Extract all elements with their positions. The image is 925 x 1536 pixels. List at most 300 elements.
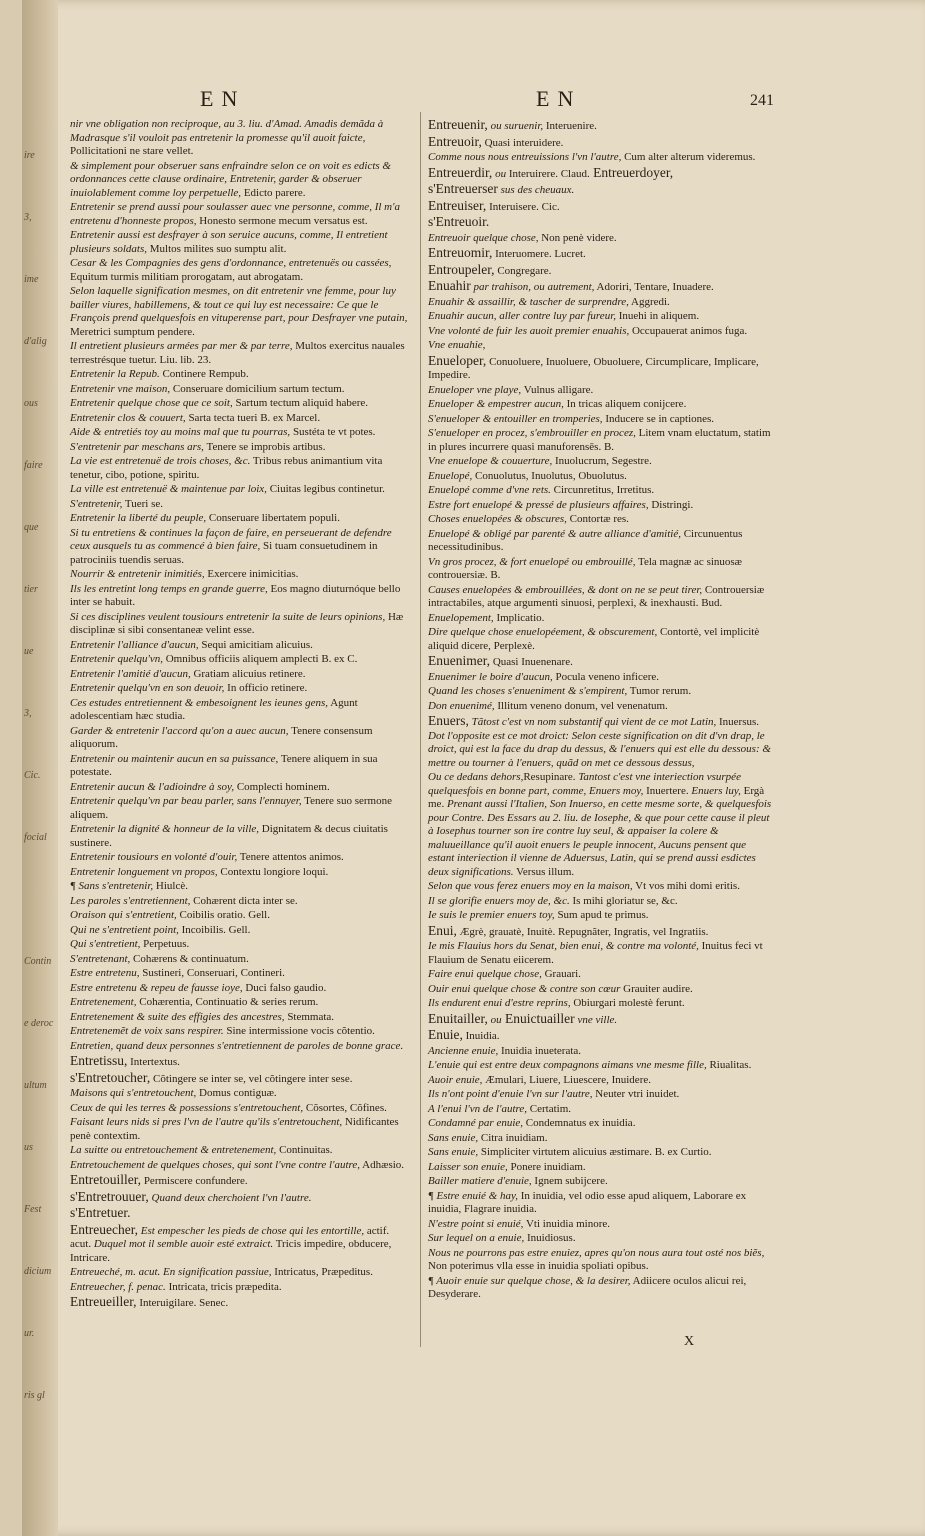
entry-french-text: Sans enuie, bbox=[428, 1146, 479, 1158]
entry-french-text: Enuelopé comme d'vne rets. bbox=[428, 484, 551, 496]
entry-french-text: Faire enui quelque chose, bbox=[428, 968, 542, 980]
entry-latin-text: Tricis impedire, obducere, Intricare. bbox=[70, 1238, 392, 1264]
entry-french-text: Vne enuelope & couuerture, bbox=[428, 455, 553, 467]
dictionary-entry bbox=[70, 996, 410, 1010]
entry-latin-text: Eos magno diuturnóque bello inter se habuit. bbox=[70, 582, 401, 608]
dictionary-entry bbox=[70, 1040, 410, 1054]
entry-headword: Entroupeler, bbox=[428, 261, 495, 277]
gutter-fragment: ous bbox=[24, 398, 38, 409]
entry-french-text: Entreueché, m. acut. En signification passiue, bbox=[70, 1266, 272, 1278]
entry-french-text: La ville est entretenuë & maintenue par loix, bbox=[70, 483, 267, 495]
dictionary-entry bbox=[70, 1190, 410, 1206]
entry-latin-text: Hiulcè. bbox=[153, 880, 188, 892]
dictionary-entry bbox=[428, 246, 772, 262]
entry-latin-text: Continuitas. bbox=[276, 1144, 333, 1156]
entry-latin-text: Ciuitas legibus continetur. bbox=[266, 483, 385, 495]
entry-french-text: Est empescher les pieds de chose qui les entortille, bbox=[138, 1224, 365, 1237]
entry-latin-text: Occupauerat animos fuga. bbox=[629, 324, 748, 337]
entry-latin-text: Inuolucrum, Segestre. bbox=[552, 455, 652, 467]
entry-latin-text: Sartum tectum aliquid habere. bbox=[232, 397, 369, 409]
entry-french-text: Entretenir ou maintenir aucun en sa puissance, bbox=[70, 752, 279, 765]
entry-french-text: A l'enui l'vn de l'autre, bbox=[428, 1102, 528, 1115]
dictionary-entry bbox=[428, 1059, 772, 1073]
entry-latin-text: Distringi. bbox=[648, 498, 694, 511]
dictionary-entry bbox=[428, 354, 772, 383]
dictionary-entry bbox=[428, 232, 772, 246]
dictionary-entry bbox=[428, 714, 772, 770]
entry-french-text: Enuahir aucun, aller contre luy par fureur, bbox=[428, 310, 616, 322]
entry-french-text: Ou ce dedans dehors, bbox=[428, 771, 524, 783]
entry-french-text: Estre entretenu & repeu de fausse ioye, bbox=[70, 981, 243, 994]
dictionary-entry bbox=[428, 1088, 772, 1102]
dictionary-entry bbox=[428, 685, 772, 699]
entry-french-text: Choses enuelopées & obscures, bbox=[428, 513, 567, 525]
entry-french-text: Les paroles s'entretiennent, bbox=[70, 894, 191, 907]
entry-latin-text: Equitum turmis militiam prorogatam, aut abrogatam. bbox=[70, 270, 304, 283]
dictionary-entry bbox=[70, 1054, 410, 1070]
entry-french-text: Enueloper & empestrer aucun, bbox=[428, 398, 564, 410]
dictionary-entry bbox=[70, 512, 410, 526]
entry-french-text: Tantost c'est vne interiection vsurpée quelquesfois en bonne part, comme, Enuers moy, bbox=[428, 771, 741, 797]
entry-latin-text: Certatim. bbox=[527, 1102, 572, 1115]
entry-latin-text: Interuigilare. Senec. bbox=[136, 1297, 229, 1309]
dictionary-entry bbox=[428, 1028, 772, 1044]
entry-french-text: par trahison, ou autrement, bbox=[470, 281, 595, 293]
dictionary-entry bbox=[70, 340, 410, 367]
entry-latin-text: Si tuam consuetudinem in patrociniis tuendis seruas. bbox=[70, 540, 378, 566]
entry-headword: Entreueiller, bbox=[70, 1294, 137, 1309]
entry-french-text: vne ville. bbox=[574, 1013, 618, 1026]
entry-french-text: Qui s'entretient, bbox=[70, 938, 141, 950]
entry-french-text: Ces estudes entretiennent & embesoignent les ieunes gens, bbox=[70, 696, 329, 709]
entry-latin-text: Tribus rebus animantium vita tenetur, cibo, potione, spiritu. bbox=[70, 455, 383, 481]
entry-french-text: Ie suis le premier enuers toy, bbox=[428, 909, 555, 921]
dictionary-entry bbox=[428, 384, 772, 398]
entry-french-text: Comme nous nous entreuissions l'vn l'autre, bbox=[428, 151, 622, 163]
entry-latin-text: Complecti hominem. bbox=[234, 780, 330, 793]
dictionary-entry bbox=[428, 1275, 772, 1302]
entry-latin-text: Tueri se. bbox=[122, 497, 164, 510]
entry-latin-text: Inuidia inueterata. bbox=[498, 1044, 582, 1057]
entry-french-text: Entretenir vne maison, bbox=[70, 382, 171, 395]
entry-french-text: Entretenir aucun & l'adioindre à soy, bbox=[70, 780, 235, 793]
entry-latin-text: Cohærent dicta inter se. bbox=[190, 894, 298, 907]
entry-headword: Entreuecher, bbox=[70, 1221, 139, 1237]
entry-french-text: Ils les entretint long temps en grande guerre, bbox=[70, 582, 268, 595]
gutter-fragment: Fest bbox=[24, 1204, 42, 1215]
entry-latin-text: Interuenire. bbox=[543, 120, 597, 132]
dictionary-entry bbox=[428, 1103, 772, 1117]
dictionary-entry bbox=[70, 1025, 410, 1039]
dictionary-entry bbox=[428, 1117, 772, 1131]
entry-french-text: & simplement pour obseruer sans enfraindre selon ce on voit es edicts & ordonnances cette clause ordinaire, Entretenir, garder & obseruer inuiolablement comme loy perpetuelle, bbox=[70, 159, 391, 199]
entry-french-text: Tãtost c'est vn nom substantif qui vient de ce mot Latin, bbox=[468, 716, 717, 728]
entry-french-text: Dire quelque chose enuelopéement, & obscurement, bbox=[428, 626, 658, 638]
entry-french-text: Entretenir tousiours en volonté d'ouir, bbox=[70, 851, 238, 863]
entry-latin-text: Tenere consensum aliquorum. bbox=[70, 724, 373, 750]
dictionary-entry bbox=[70, 441, 410, 455]
entry-french-text: Entretenir quelque chose que ce soit, bbox=[70, 397, 233, 409]
entry-french-text: S'enueloper & entouiller en tromperies, bbox=[428, 412, 603, 425]
entry-french-text: Estre fort enuelopé & pressé de plusieurs affaires, bbox=[428, 498, 649, 511]
dictionary-entry bbox=[70, 611, 410, 638]
entry-french-text: Garder & entretenir l'accord qu'on a auec aucun, bbox=[70, 724, 289, 737]
entry-french-text: Faisant leurs nids si pres l'vn de l'autre qu'ils s'entretouchent, bbox=[70, 1116, 343, 1128]
entry-french-text: Enuenimer le boire d'aucun, bbox=[428, 670, 553, 683]
dictionary-entry bbox=[428, 1146, 772, 1160]
dictionary-entry bbox=[70, 527, 410, 568]
entry-latin-text: Permiscere confundere. bbox=[141, 1175, 248, 1187]
gutter-fragment: dicium bbox=[24, 1266, 52, 1277]
entry-latin-text: Conseruare libertatem populi. bbox=[206, 512, 340, 524]
entry-french-text: Don enuenimé, bbox=[428, 699, 495, 712]
dictionary-entry bbox=[428, 880, 772, 894]
entry-latin-text: Contextu longiore loqui. bbox=[217, 865, 329, 878]
entry-latin-text: Contortè, vel implicitè aliquid dicere, Perplexè. bbox=[428, 626, 760, 652]
gutter-fragment: us bbox=[24, 1142, 33, 1153]
dictionary-entry bbox=[70, 880, 410, 894]
entry-latin-text: Inuitus feci vt Flauium de Senatu eiicerem. bbox=[428, 940, 763, 966]
entry-latin-text: Is mihi gloriatur se, &c. bbox=[569, 894, 678, 907]
dictionary-entry bbox=[428, 1012, 772, 1028]
entry-latin-text: Agunt adolescentiam hæc studia. bbox=[70, 696, 358, 722]
entry-latin-text: Congregare. bbox=[494, 264, 552, 277]
dictionary-entry bbox=[428, 413, 772, 427]
entry-latin-text: Quasi Inuenenare. bbox=[490, 656, 573, 668]
entry-french-text: Causes enuelopées & embrouillées, & dont on ne se peut tirer, bbox=[428, 583, 703, 596]
dictionary-entry bbox=[428, 997, 772, 1011]
dictionary-entry bbox=[428, 1074, 772, 1088]
entry-french-text: Prenant aussi l'Italien, Son Inuerso, en cette mesme sorte, & quelquesfois pour Contre. Des Essars au 2. liu. de Iosephe, & que pour cette cause il pleut à Iosephus tourner son ire contre luy seul, & appaiser la colere & maluueillance qu'il auoit enuers le peuple innocent, Aucuns pensent que estant interiection il vienne de Aduersus, Latin, qui se prend aussi esdictes deux significations. bbox=[428, 798, 772, 878]
entry-french-text: Il se glorifie enuers moy de, &c. bbox=[428, 894, 570, 907]
dictionary-entry bbox=[428, 1175, 772, 1189]
dictionary-entry bbox=[70, 201, 410, 228]
entry-french-text: Vne volonté de fuir les auoit premier enuahis, bbox=[428, 324, 630, 337]
entry-latin-text: Coibilis oratio. Gell. bbox=[176, 909, 270, 921]
gutter-fragment: que bbox=[24, 522, 39, 533]
dictionary-entry bbox=[70, 1102, 410, 1116]
right-column bbox=[428, 118, 772, 1303]
dictionary-entry bbox=[428, 166, 772, 182]
entry-french-text: La vie est entretenuë de trois choses, &c. bbox=[70, 455, 251, 467]
gutter-fragment: faire bbox=[24, 460, 43, 471]
dictionary-entry bbox=[428, 671, 772, 685]
dictionary-entry bbox=[428, 700, 772, 714]
dictionary-entry bbox=[70, 368, 410, 382]
entry-latin-text: Hæ disciplinæ si sibi consentaneæ velint esse. bbox=[70, 610, 404, 636]
entry-french-text: Entretenir quelqu'vn par beau parler, sans l'ennuyer, bbox=[70, 795, 302, 807]
entry-french-text: Sur lequel on a enuie, bbox=[428, 1232, 525, 1244]
entry-french-text: ¶ Estre enuié & hay, bbox=[428, 1189, 518, 1202]
entry-french-text: S'entretenant, bbox=[70, 952, 131, 965]
entry-french-text: Nous ne pourrons pas estre enuiez, apres qu'on nous aura tout osté nos biẽs, bbox=[428, 1246, 765, 1259]
entry-latin-text: Sustéta te vt potes. bbox=[290, 426, 376, 438]
left-column bbox=[70, 118, 410, 1312]
facing-page-gutter bbox=[22, 0, 58, 1536]
dictionary-entry bbox=[428, 135, 772, 151]
entry-french-text: Ils n'ont point d'enuie l'vn sur l'autre, bbox=[428, 1088, 593, 1100]
entry-french-text: Entretenir la dignité & honneur de la ville, bbox=[70, 823, 260, 835]
entry-french-text: sus des cheuaux. bbox=[497, 184, 575, 196]
dictionary-entry bbox=[70, 383, 410, 397]
entry-headword: Enuictuailler bbox=[501, 1010, 575, 1026]
entry-french-text: ou bbox=[487, 1013, 502, 1026]
dictionary-entry bbox=[70, 967, 410, 981]
dictionary-entry bbox=[70, 866, 410, 880]
dictionary-entry bbox=[70, 412, 410, 426]
entry-latin-text: Intricatus, Præpeditus. bbox=[271, 1266, 373, 1278]
entry-latin-text: Vulnus alligare. bbox=[521, 383, 594, 396]
dictionary-entry bbox=[428, 771, 772, 879]
entry-latin-text: Citra inuidiam. bbox=[478, 1131, 548, 1144]
dictionary-entry bbox=[70, 455, 410, 482]
dictionary-entry bbox=[428, 895, 772, 909]
entry-latin-text: Ægrè, grauatè, Inuitè. Repugnãter, Ingratis, vel Ingratiis. bbox=[456, 925, 709, 938]
entry-french-text: Ceux de qui les terres & possessions s'entretouchent, bbox=[70, 1101, 304, 1114]
dictionary-entry bbox=[70, 851, 410, 865]
dictionary-entry bbox=[428, 1232, 772, 1246]
entry-latin-text: Exercere inimicitias. bbox=[204, 568, 299, 580]
entry-latin-text: Interuisere. Cic. bbox=[486, 200, 560, 213]
entry-latin-text: Riualitas. bbox=[706, 1059, 752, 1071]
entry-latin-text: Contortæ res. bbox=[566, 513, 629, 525]
entry-latin-text: Cum alter alterum videremus. bbox=[621, 151, 756, 163]
entry-french-text: N'estre point si enuié, bbox=[428, 1217, 524, 1230]
entry-french-text: Quand deux cherchoient l'vn l'autre. bbox=[148, 1191, 312, 1204]
entry-french-text: Entretenir quelqu'vn en son deuoir, bbox=[70, 682, 225, 694]
entry-french-text: Entretenemẽt de voix sans respirer. bbox=[70, 1025, 224, 1037]
gutter-fragment: d'alig bbox=[24, 336, 47, 347]
entry-latin-text: Honesto sermone mecum versatus est. bbox=[196, 214, 368, 227]
entry-french-text: nir vne obligation non reciproque, au 3. liu. d'Amad. Amadis demãda à Madrasque s'il vouloit pas entretenir la promesse qu'il auoit faicte, bbox=[70, 118, 384, 144]
entry-french-text: Enueloper vne playe, bbox=[428, 383, 522, 396]
dictionary-entry bbox=[70, 1206, 410, 1222]
entry-french-text: Entretenement, bbox=[70, 996, 137, 1008]
dictionary-entry bbox=[70, 426, 410, 440]
entry-latin-text: Non penè videre. bbox=[538, 231, 617, 244]
entry-french-text: ¶ Sans s'entretenir, bbox=[70, 880, 154, 892]
entry-latin-text: Nidificantes penè contextim. bbox=[70, 1116, 399, 1142]
entry-latin-text: Resupinare. bbox=[523, 771, 576, 783]
entry-headword: Entreuenir, bbox=[428, 117, 488, 132]
entry-headword: s'Entretuer. bbox=[70, 1205, 131, 1220]
entry-french-text: Auoir enuie, bbox=[428, 1073, 483, 1086]
entry-french-text: Entreuoir quelque chose, bbox=[428, 231, 539, 244]
dictionary-entry bbox=[428, 626, 772, 653]
gutter-fragment: ur. bbox=[24, 1328, 35, 1339]
entry-latin-text: Tumor rerum. bbox=[627, 685, 692, 697]
entry-french-text: Si tu entretiens & continues la façon de faire, en perseuerant de defendre ceux ausquels tu as commencé à bien faire, bbox=[70, 526, 392, 552]
dictionary-entry bbox=[70, 781, 410, 795]
entry-latin-text: Gratiam alicuius retinere. bbox=[190, 667, 306, 680]
entry-latin-text: Continere Rempub. bbox=[159, 368, 249, 380]
entry-french-text: Entretouchement de quelques choses, qui sont l'vne contre l'autre, bbox=[70, 1158, 361, 1171]
entry-headword: Enuitailler, bbox=[428, 1010, 488, 1026]
dictionary-entry bbox=[428, 940, 772, 967]
entry-french-text: Condamné par enuie, bbox=[428, 1117, 524, 1129]
dictionary-entry bbox=[70, 1144, 410, 1158]
entry-french-text: Enuelopé, bbox=[428, 469, 473, 482]
dictionary-entry bbox=[428, 612, 772, 626]
entry-headword: Entreuerdir, bbox=[428, 164, 493, 180]
entry-french-text: Dot l'opposite est ce mot droict: Selon ceste signification on dit d'vn drap, le droict, qui est la face du drap du dessus, & l'enuers qui est elle du dessous: & mettre ou tourner à l'enuers, quãd on met ce dessous dessus, bbox=[428, 729, 771, 769]
entry-latin-text: Perpetuus. bbox=[140, 938, 190, 950]
entry-latin-text: Adoriri, Tentare, Inuadere. bbox=[594, 281, 714, 293]
dictionary-entry bbox=[70, 895, 410, 909]
entry-latin-text: Vti inuidia minore. bbox=[523, 1217, 611, 1230]
entry-latin-text: Obiurgari molestè ferunt. bbox=[570, 997, 685, 1009]
entry-headword: s'Entreuoir. bbox=[428, 214, 490, 229]
gutter-fragment: tier bbox=[24, 584, 38, 595]
entry-latin-text: Non poterimus vlla esse in inuidia spoliati opibus. bbox=[428, 1260, 649, 1272]
entry-french-text: Vn gros procez, & fort enuelopé ou embrouillé, bbox=[428, 555, 636, 568]
dictionary-entry bbox=[70, 982, 410, 996]
entry-latin-text: Interuomere. Lucret. bbox=[492, 248, 586, 260]
page-number: 241 bbox=[750, 92, 774, 109]
entry-latin-text: Condemnatus ex inuidia. bbox=[523, 1117, 636, 1129]
entry-french-text: Ancienne enuie, bbox=[428, 1044, 499, 1057]
entry-latin-text: Tenere attentos animos. bbox=[237, 851, 344, 863]
entry-latin-text: Domus contiguæ. bbox=[196, 1087, 277, 1099]
entry-french-text: Cesar & les Compagnies des gens d'ordonnance, entretenuës ou cassées, bbox=[70, 257, 392, 269]
dictionary-entry bbox=[70, 160, 410, 201]
dictionary-entry bbox=[70, 397, 410, 411]
entry-headword: s'Entreuerser bbox=[428, 181, 498, 196]
dictionary-entry bbox=[70, 823, 410, 850]
dictionary-entry bbox=[428, 654, 772, 670]
entry-french-text: Oraison qui s'entretient, bbox=[70, 909, 177, 921]
entry-latin-text: Conseruare domicilium sartum tectum. bbox=[170, 382, 345, 395]
dictionary-entry bbox=[428, 1045, 772, 1059]
dictionary-entry bbox=[70, 909, 410, 923]
dictionary-entry bbox=[428, 983, 772, 997]
entry-latin-text: Adhæsio. bbox=[360, 1158, 405, 1171]
entry-french-text: Entretenir clos & couuert, bbox=[70, 411, 186, 424]
entry-latin-text: Conuoluere, Inuoluere, Obuoluere, Circumplicare, Implicare, Impedire. bbox=[428, 355, 759, 381]
entry-french-text: Entreuecher, f. penac. bbox=[70, 1280, 166, 1293]
entry-latin-text: Sum apud te primus. bbox=[554, 909, 649, 921]
entry-latin-text: Conuolutus, Inuolutus, Obuolutus. bbox=[472, 469, 627, 482]
dictionary-entry bbox=[70, 682, 410, 696]
entry-latin-text: Circunretitus, Irretitus. bbox=[550, 484, 655, 496]
entry-french-text: Entretenir quelqu'vn, bbox=[70, 653, 163, 665]
entry-french-text: S'entretenir, bbox=[70, 497, 123, 510]
dictionary-entry bbox=[70, 938, 410, 952]
dictionary-entry bbox=[428, 968, 772, 982]
entry-latin-text: Meretrici sumptum pendere. bbox=[70, 325, 195, 338]
entry-latin-text: Neuter vtri inuidet. bbox=[592, 1088, 680, 1100]
entry-headword: Entreuoir, bbox=[428, 133, 482, 149]
entry-latin-text: Illitum veneno donum, vel venenatum. bbox=[494, 699, 668, 712]
entry-latin-text: Sarta tecta tueri B. ex Marcel. bbox=[185, 411, 321, 424]
dictionary-entry bbox=[70, 795, 410, 822]
gutter-fragment: ris gl bbox=[24, 1390, 45, 1401]
dictionary-entry bbox=[428, 398, 772, 412]
entry-french-text: Entretenement & suite des effigies des ancestres, bbox=[70, 1010, 285, 1023]
entry-headword: Enuenimer, bbox=[428, 653, 491, 668]
dictionary-entry bbox=[70, 1116, 410, 1143]
entry-headword: Enuers, bbox=[428, 713, 469, 728]
dictionary-entry bbox=[70, 953, 410, 967]
entry-headword: Entretissu, bbox=[70, 1053, 128, 1068]
entry-latin-text: Tenere suo sermone aliquem. bbox=[70, 795, 392, 821]
dictionary-entry bbox=[70, 1087, 410, 1101]
dictionary-entry bbox=[428, 182, 772, 198]
dictionary-entry bbox=[428, 296, 772, 310]
dictionary-entry bbox=[70, 285, 410, 339]
gutter-fragment: ultum bbox=[24, 1080, 47, 1091]
dictionary-entry bbox=[70, 1223, 410, 1266]
entry-latin-text: Tenere aliquem in sua potestate. bbox=[70, 752, 378, 778]
dictionary-entry bbox=[428, 1218, 772, 1232]
entry-latin-text: Sequi amicitiam alicuius. bbox=[198, 638, 313, 651]
entry-headword: s'Entretoucher, bbox=[70, 1069, 151, 1085]
dictionary-entry bbox=[428, 339, 772, 353]
dictionary-entry bbox=[428, 1190, 772, 1217]
entry-french-text: S'enueloper en procez, s'embrouiller en procez, bbox=[428, 427, 636, 439]
entry-french-text: ou bbox=[492, 167, 507, 180]
dictionary-entry bbox=[70, 483, 410, 497]
entry-headword: Enuie, bbox=[428, 1027, 463, 1042]
entry-headword: Entreuomir, bbox=[428, 245, 493, 260]
dictionary-entry bbox=[70, 1266, 410, 1280]
entry-latin-text: Omnibus officiis aliquem amplecti B. ex C. bbox=[162, 653, 358, 665]
dictionary-entry bbox=[428, 584, 772, 611]
entry-french-text: Selon que vous ferez enuers moy en la maison, bbox=[428, 880, 633, 892]
catchword: X bbox=[684, 1334, 695, 1349]
entry-latin-text: Controuersiæ intractabiles, atque argumenti sinuosi, perplexi, & inexhausti. Bud. bbox=[428, 583, 765, 609]
dictionary-entry bbox=[428, 151, 772, 165]
gutter-fragment: e deroc bbox=[24, 1018, 54, 1029]
dictionary-entry bbox=[70, 1159, 410, 1173]
left-running-head: EN bbox=[200, 86, 246, 111]
entry-latin-text: Stemmata. bbox=[284, 1010, 335, 1023]
entry-french-text: Entretenir se prend aussi pour soulasser auec vne personne, comme, Il m'a entretenu d'honneste propos, bbox=[70, 201, 400, 227]
dictionary-entry bbox=[428, 455, 772, 469]
entry-latin-text: Ignem subijcere. bbox=[531, 1175, 608, 1187]
entry-latin-text: Inuertere. bbox=[643, 784, 689, 797]
entry-french-text: Nourrir & entretenir inimitiés, bbox=[70, 568, 205, 580]
dictionary-entry bbox=[70, 639, 410, 653]
entry-french-text: Laisser son enuie, bbox=[428, 1160, 508, 1173]
entry-headword: Entreuiser, bbox=[428, 197, 487, 213]
entry-french-text: Entretenir l'alliance d'aucun, bbox=[70, 638, 199, 651]
entry-latin-text: Multos exercitus nauales terrestrésque tuetur. Liu. lib. 23. bbox=[70, 340, 405, 366]
dictionary-entry bbox=[428, 924, 772, 940]
gutter-fragment: focial bbox=[24, 832, 47, 843]
dictionary-entry bbox=[428, 215, 772, 231]
dictionary-entry bbox=[70, 697, 410, 724]
dictionary-entry bbox=[70, 725, 410, 752]
dictionary-entry bbox=[70, 257, 410, 284]
dictionary-entry bbox=[428, 1247, 772, 1274]
entry-french-text: Ie mis Flauius hors du Senat, bien enui, & contre ma volonté, bbox=[428, 940, 699, 952]
entry-latin-text: actif. acut. bbox=[70, 1224, 390, 1250]
entry-headword: Entretouiller, bbox=[70, 1172, 142, 1187]
entry-french-text: Aide & entretiés toy au moins mal que tu pourras, bbox=[70, 426, 291, 438]
entry-headword: s'Entretrouuer, bbox=[70, 1188, 149, 1204]
entry-latin-text: Inducere se in captiones. bbox=[602, 412, 715, 425]
entry-latin-text: Pocula veneno inficere. bbox=[552, 670, 660, 683]
entry-french-text: La suitte ou entretouchement & entretenement, bbox=[70, 1144, 277, 1156]
entry-french-text: Entretenir longuement vn propos, bbox=[70, 865, 218, 878]
entry-french-text: Il entretient plusieurs armées par mer & par terre, bbox=[70, 340, 293, 352]
entry-latin-text: Tenere se improbis artibus. bbox=[203, 440, 326, 453]
dictionary-entry bbox=[428, 556, 772, 583]
gutter-fragment: Cic. bbox=[24, 770, 41, 781]
dictionary-entry bbox=[428, 279, 772, 295]
dictionary-entry bbox=[70, 1071, 410, 1087]
